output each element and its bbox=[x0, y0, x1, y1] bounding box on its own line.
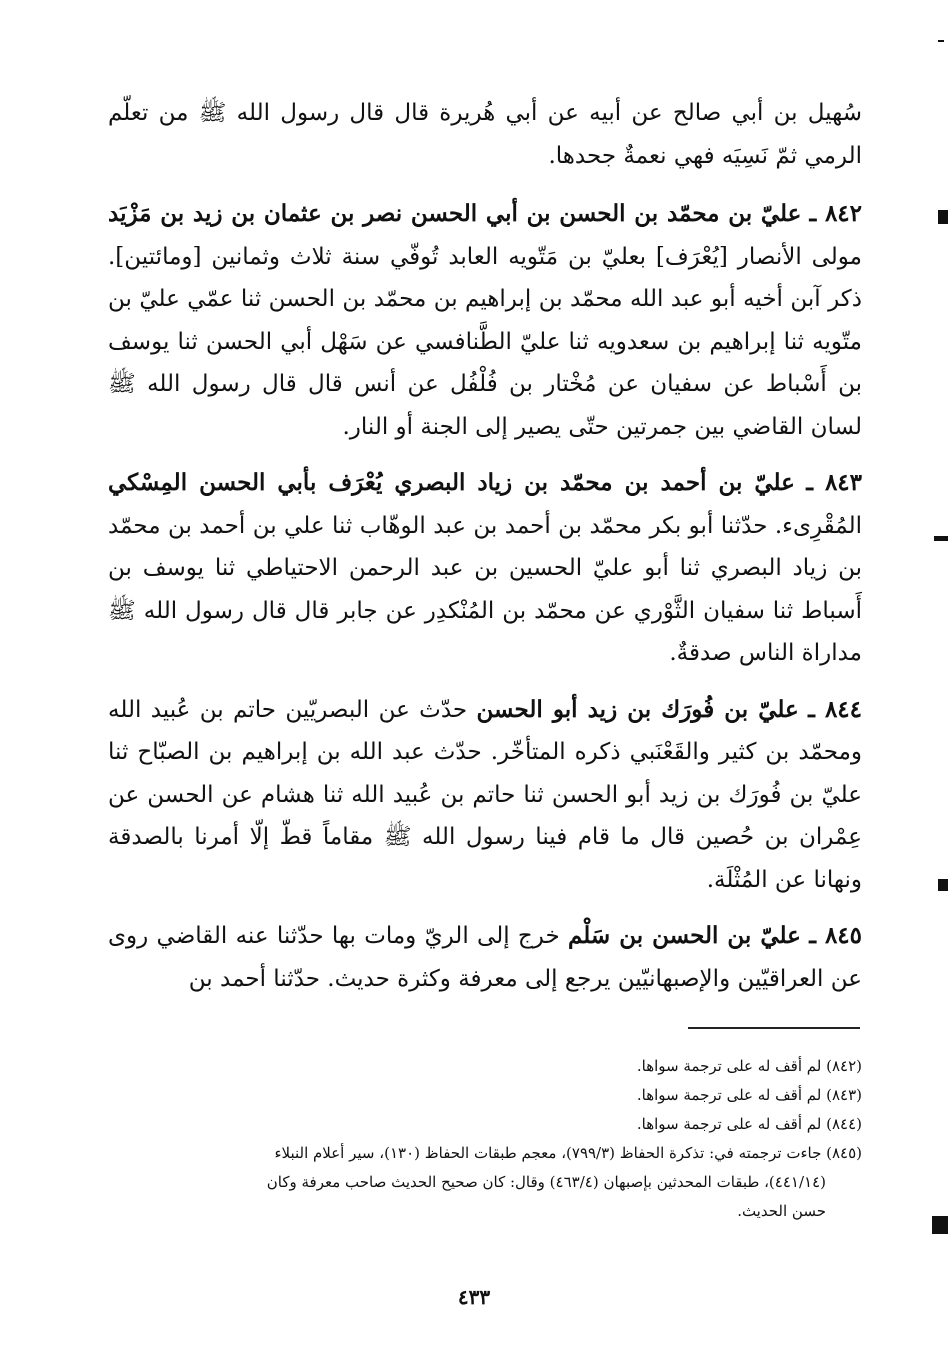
footnote-divider bbox=[688, 1027, 860, 1029]
scan-edge-mark bbox=[934, 536, 948, 541]
entry-number: ٨٤٤ ـ bbox=[808, 695, 863, 723]
entry-text: حدّث عن البصريّين حاتم بن عُبيد الله ومحمّد بن كثير والقَعْنَبي ذكره المتأخّر. حدّث عبد الله بن إبراهيم بن الصبّاح ثنا عليّ بن فُورَك بن زيد أبو الحسن ثنا حاتم بن عُبيد الله ثنا هشام عن الحسن عن عِمْران بن حُصين قال ما قام فينا رسول الله ﷺ مقاماً قطّ إلّا أمرنا بالصدقة ونهانا عن المُثْلَة. bbox=[108, 696, 862, 893]
footnote-845-continuation: (٤٤١/١٤)، طبقات المحدثين بإصبهان (٤٦٣/٤) وقال: كان صحيح الحديث صاحب معرفة وكان bbox=[266, 1173, 826, 1191]
main-text bbox=[108, 92, 862, 1014]
entry-text: مولى الأنصار [يُعْرَف] بعليّ بن مَتّويه العابد تُوفّي سنة ثلاث وثمانين [ومائتين]. ذكر آبن أخيه أبو عبد الله محمّد بن إبراهيم بن محمّد بن الحسن ثنا عمّي عليّ بن متّويه ثنا إبراهيم بن سعدويه ثنا عليّ الطَّنافسي عن سَهْل أبي الحسن ثنا يوسف بن أَسْباط عن سفيان عن مُخْتار بن فُلْفُل عن أنس قال قال رسول الله ﷺ لسان القاضي بين جمرتين حتّى يصير إلى الجنة أو النار. bbox=[108, 243, 862, 440]
footnote-843: (٨٤٣) لم أقف له على ترجمة سواها. bbox=[636, 1086, 862, 1104]
entry-number: ٨٤٥ ـ bbox=[809, 922, 863, 949]
entry-number: ٨٤٣ ـ bbox=[806, 469, 863, 496]
scan-edge-mark bbox=[938, 40, 944, 42]
scan-edge-mark bbox=[938, 210, 948, 224]
footnote-845-continuation: حسن الحديث. bbox=[737, 1202, 826, 1220]
entry-text: خرج إلى الريّ ومات بها حدّثنا عنه القاضي روى عن العراقيّين والإصبهانيّين يرجع إلى معرفة وكثرة حديث. حدّثنا أحمد بن bbox=[108, 923, 862, 992]
footnotes bbox=[86, 1052, 862, 1226]
scan-edge-mark bbox=[932, 1216, 948, 1234]
entry-845 bbox=[108, 915, 862, 1000]
page-number: ٤٣٣ bbox=[457, 1285, 491, 1309]
entry-number: ٨٤٢ ـ bbox=[809, 200, 863, 227]
entry-844 bbox=[108, 689, 862, 902]
entry-843 bbox=[108, 462, 862, 675]
entry-heading: عليّ بن أحمد بن محمّد بن زياد البصري يُعْرَف بأبي الحسن المِسْكي bbox=[108, 469, 795, 496]
entry-heading: عليّ بن الحسن بن سَلْم bbox=[568, 922, 801, 949]
entry-842 bbox=[108, 193, 862, 448]
paragraph-text: سُهيل بن أبي صالح عن أبيه عن أبي هُريرة قال قال رسول الله ﷺ من تعلّم الرمي ثمّ نَسِيَه فهي نعمةٌ جحدها. bbox=[108, 100, 862, 169]
footnote-844: (٨٤٤) لم أقف له على ترجمة سواها. bbox=[636, 1115, 862, 1133]
entry-text: المُقْرِىء. حدّثنا أبو بكر محمّد بن أحمد بن عبد الوهّاب ثنا علي بن أحمد بن محمّد بن زياد البصري ثنا أبو عليّ الحسين بن عبد الرحمن الاحتياطي ثنا يوسف بن أَسباط ثنا سفيان الثَّوْري عن محمّد بن المُنْكدِر عن جابر قال قال رسول الله ﷺ مداراة الناس صدقةٌ. bbox=[108, 512, 862, 666]
footnote-845: (٨٤٥) جاءت ترجمته في: تذكرة الحفاظ (٧٩٩/٣)، معجم طبقات الحفاظ (١٣٠)، سير أعلام النبلاء bbox=[274, 1144, 862, 1162]
scan-edge-mark bbox=[938, 879, 948, 891]
entry-heading: عليّ بن فُورَك بن زيد أبو الحسن bbox=[476, 695, 799, 723]
footnote-842: (٨٤٢) لم أقف له على ترجمة سواها. bbox=[636, 1057, 862, 1075]
entry-heading: عليّ بن محمّد بن الحسن بن أبي الحسن نصر بن عثمان بن زيد بن مَزْيَد bbox=[108, 200, 802, 227]
paragraph-continuation bbox=[108, 92, 862, 177]
